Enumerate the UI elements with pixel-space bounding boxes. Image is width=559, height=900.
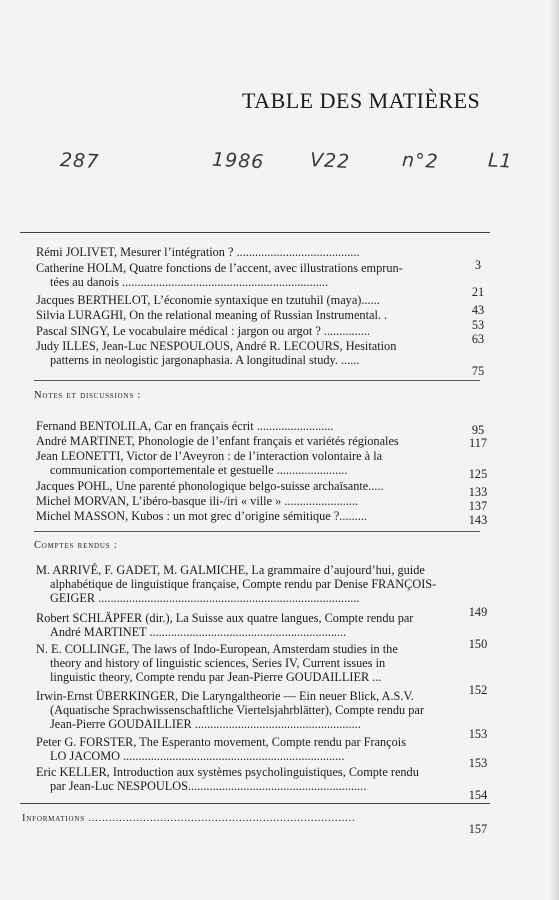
entry-line: Jacques BERTHELOT, L’économie syntaxique en tzutuhil (maya)......: [36, 293, 380, 307]
entry-line: GEIGER .....................................................................................: [50, 591, 360, 605]
page-title: TABLE DES MATIÈRES: [242, 88, 481, 113]
handwritten-note: [0, 150, 559, 190]
entry-line: Michel MASSON, Kubos : un mot grec d’origine sémitique ?.........: [36, 509, 367, 523]
toc-entry: [36, 419, 456, 433]
toc-entry: [36, 293, 456, 307]
page-number: 150: [468, 637, 488, 651]
section-rule: [34, 380, 480, 381]
toc-entry: [36, 611, 456, 639]
entry-line: LO JACOMO ........................................................................: [50, 749, 345, 763]
section-heading-reviews: Comptes rendus :: [34, 540, 118, 551]
entry-line: Catherine HOLM, Quatre fonctions de l’accent, avec illustrations emprun-: [36, 261, 403, 275]
entry-line: alphabétique de linguistique française, Compte rendu par Denise FRANÇOIS-: [50, 577, 437, 591]
toc-entry: [36, 324, 456, 338]
entry-line: Rémi JOLIVET, Mesurer l’intégration ? ........................................: [36, 245, 360, 259]
entry-line: André MARTINET, Phonologie de l’enfant français et variétés régionales: [36, 434, 399, 448]
bottom-rule: [20, 803, 490, 804]
toc-entry: [36, 689, 456, 731]
page-number: 157: [468, 822, 488, 836]
handwritten-note-part: 1986: [211, 148, 265, 174]
entry-line: par Jean-Luc NESPOULOS..........................................................: [50, 779, 367, 793]
entry-line: N. E. COLLINGE, The laws of Indo-European, Amsterdam studies in the: [36, 642, 398, 656]
section-heading-notes: Notes et discussions :: [34, 390, 142, 401]
toc-entry: [36, 494, 456, 508]
page-number: 3: [474, 258, 482, 272]
toc-entry: [36, 339, 456, 367]
page-number: 153: [468, 727, 488, 741]
toc-entry: [36, 449, 456, 477]
toc-entry: [36, 563, 456, 605]
page-edge-shadow: [549, 0, 559, 900]
handwritten-note-part: V22: [309, 148, 351, 174]
toc-entry: [36, 509, 456, 523]
page-number: 152: [468, 683, 488, 697]
entry-line: Robert SCHLÄPFER (dir.), La Suisse aux quatre langues, Compte rendu par: [36, 611, 414, 625]
page-number: 21: [471, 285, 485, 299]
top-rule: [20, 232, 490, 233]
entry-line: theory and history of linguistic sciences, Series IV, Current issues in: [50, 656, 386, 670]
page-number: 75: [471, 364, 485, 378]
entry-line: Jean-Pierre GOUDAILLIER ......................................................: [50, 717, 361, 731]
page-number: 153: [468, 756, 488, 770]
entry-line: Michel MORVAN, L’ibéro-basque ili-/iri « ville » ........................: [36, 494, 359, 508]
page-number: 137: [468, 499, 488, 513]
page-number: 117: [469, 436, 487, 450]
toc-entry: [36, 308, 456, 322]
entry-line: linguistic theory, Compte rendu par Jean-Pierre GOUDAILLIER ...: [50, 670, 382, 684]
entry-line: Jacques POHL, Une parenté phonologique belgo-suisse archaïsante.....: [36, 479, 384, 493]
handwritten-note-part: L1: [487, 149, 514, 173]
entry-line: communication comportementale et gestuelle .......................: [50, 463, 348, 477]
entry-line: Jean LEONETTI, Victor de l’Aveyron : de l’interaction volontaire à la: [36, 449, 383, 463]
entry-line: Irwin-Ernst ÜBERKINGER, Die Laryngaltheorie — Ein neuer Blick, A.S.V.: [36, 689, 414, 703]
handwritten-note-part: 287: [59, 148, 100, 174]
page-number: 154: [468, 788, 488, 802]
toc-entry: [36, 642, 456, 684]
entry-line: Eric KELLER, Introduction aux systèmes psycholinguistiques, Compte rendu: [36, 765, 419, 779]
entry-line: tées au danois ...................................................................: [50, 275, 329, 289]
toc-entry: [36, 261, 456, 289]
page-number: 63: [471, 332, 485, 346]
entry-line: Judy ILLES, Jean-Luc NESPOULOUS, André R. LECOURS, Hesitation: [36, 339, 397, 353]
informations-entry: Informations ..............................................................................: [22, 813, 356, 824]
toc-entry: [36, 479, 456, 493]
page-number: 143: [468, 513, 488, 527]
toc-entry: [36, 434, 456, 448]
section-rule: [34, 531, 480, 532]
entry-line: M. ARRIVÉ, F. GADET, M. GALMICHE, La grammaire d’aujourd’hui, guide: [36, 563, 425, 577]
toc-entry: [36, 245, 456, 259]
entry-line: Pascal SINGY, Le vocabulaire médical : jargon ou argot ? ...............: [36, 324, 370, 338]
entry-line: André MARTINET ................................................................: [50, 625, 347, 639]
toc-entry: [36, 735, 456, 763]
entry-line: Fernand BENTOLILA, Car en français écrit .........................: [36, 419, 334, 433]
page-number: 149: [468, 605, 488, 619]
entry-line: Peter G. FORSTER, The Esperanto movement, Compte rendu par François: [36, 735, 406, 749]
page-number: 95: [471, 423, 485, 437]
page-number: 133: [468, 485, 488, 499]
entry-line: patterns in neologistic jargonaphasia. A longitudinal study. ......: [50, 353, 360, 367]
entry-line: Silvia LURAGHI, On the relational meaning of Russian Instrumental. .: [36, 308, 388, 322]
toc-entry: [36, 765, 456, 793]
page-number: 53: [471, 318, 485, 332]
page-number: 43: [471, 303, 485, 317]
page-number: 125: [468, 467, 488, 481]
entry-line: (Aquatische Sprachwissenschaftliche Viertelsjahrblätter), Compte rendu par: [50, 703, 424, 717]
handwritten-note-part: n°2: [401, 149, 440, 173]
